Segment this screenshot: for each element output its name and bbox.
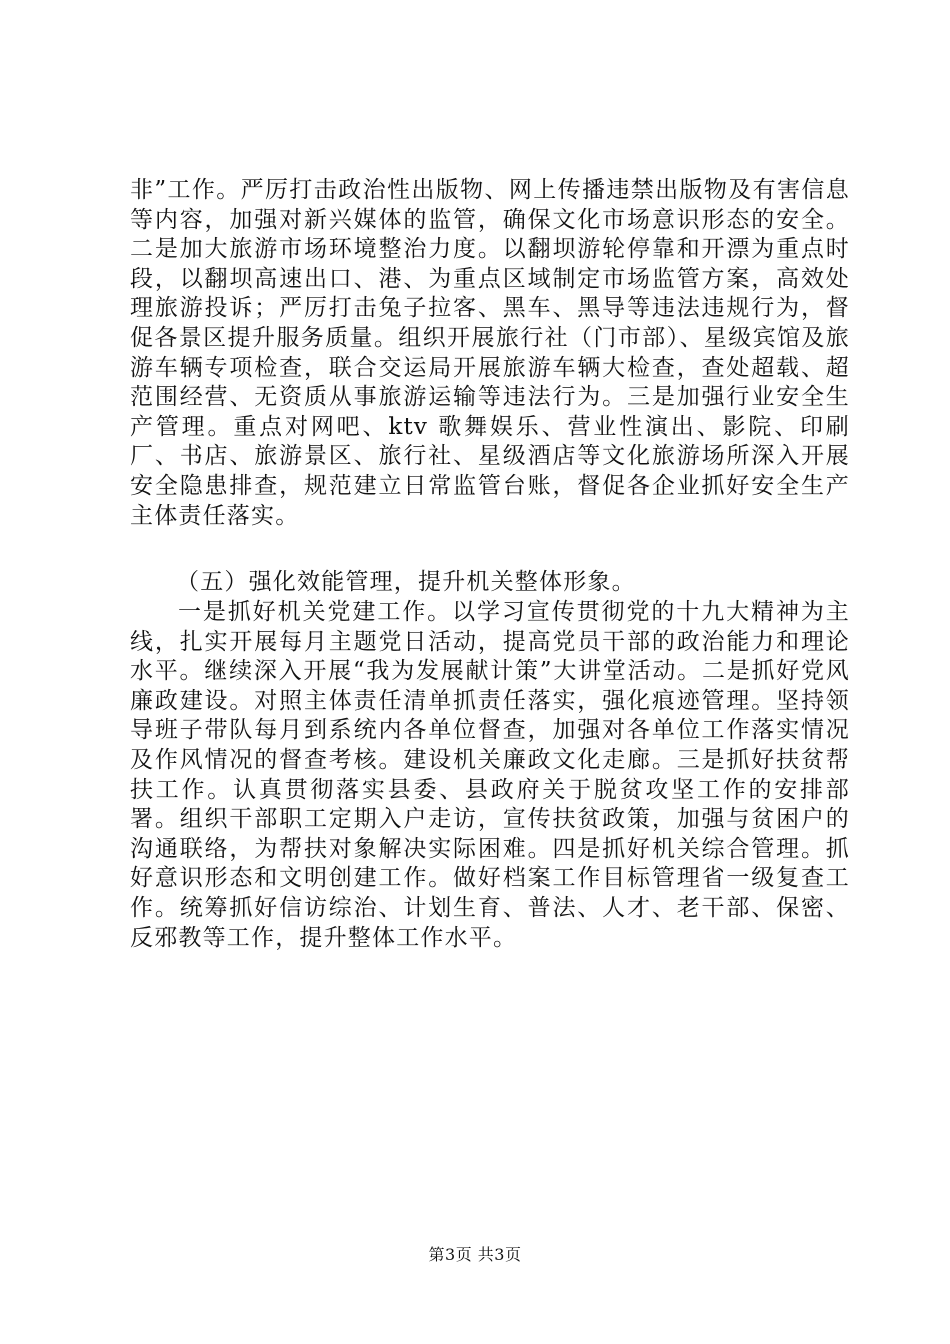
body-paragraph-2: 一是抓好机关党建工作。以学习宣传贯彻党的十九大精神为主线，扎实开展每月主题党日活动，提高党员干部的政治能力和理论水平。继续深入开展“我为发展献计策”大讲堂活动。二是抓好党风廉政建设。对照主体责任清单抓责任落实，强化痕迹管理。坚持领导班子带队每月到系统内各单位督查，加强对各单位工作落实情况及作风情况的督查考核。建设机关廉政文化走廊。三是抓好扶贫帮扶工作。认真贯彻落实县委、县政府关于脱贫攻坚工作的安排部署。组织干部职工定期入户走访，宣传扶贫政策，加强与贫困户的沟通联络，为帮扶对象解决实际困难。四是抓好机关综合管理。抓好意识形态和文明创建工作。做好档案工作目标管理省一级复查工作。统筹抓好信访综治、计划生育、普法、人才、老干部、保密、反邪教等工作，提升整体工作水平。	[130, 599, 850, 951]
section-heading: （五）强化效能管理，提升机关整体形象。	[176, 569, 636, 595]
body-paragraph-1: 非”工作。严厉打击政治性出版物、网上传播违禁出版物及有害信息等内容，加强对新兴媒体的监管，确保文化市场意识形态的安全。二是加大旅游市场环境整治力度。以翻坝游轮停靠和开漂为重点时段，以翻坝高速出口、港、为重点区域制定市场监管方案，高效处理旅游投诉；严厉打击兔子拉客、黑车、黑导等违法违规行为，督促各景区提升服务质量。组织开展旅行社（门市部）、星级宾馆及旅游车辆专项检查，联合交运局开展旅游车辆大检查，查处超载、超范围经营、无资质从事旅游运输等违法行为。三是加强行业安全生产管理。重点对网吧、ktv 歌舞娱乐、营业性演出、影院、印刷厂、书店、旅游景区、旅行社、星级酒店等文化旅游场所深入开展安全隐患排查，规范建立日常监管台账，督促各企业抓好安全生产主体责任落实。	[130, 177, 850, 529]
page-number-footer: 第3页 共3页	[428, 1245, 522, 1264]
